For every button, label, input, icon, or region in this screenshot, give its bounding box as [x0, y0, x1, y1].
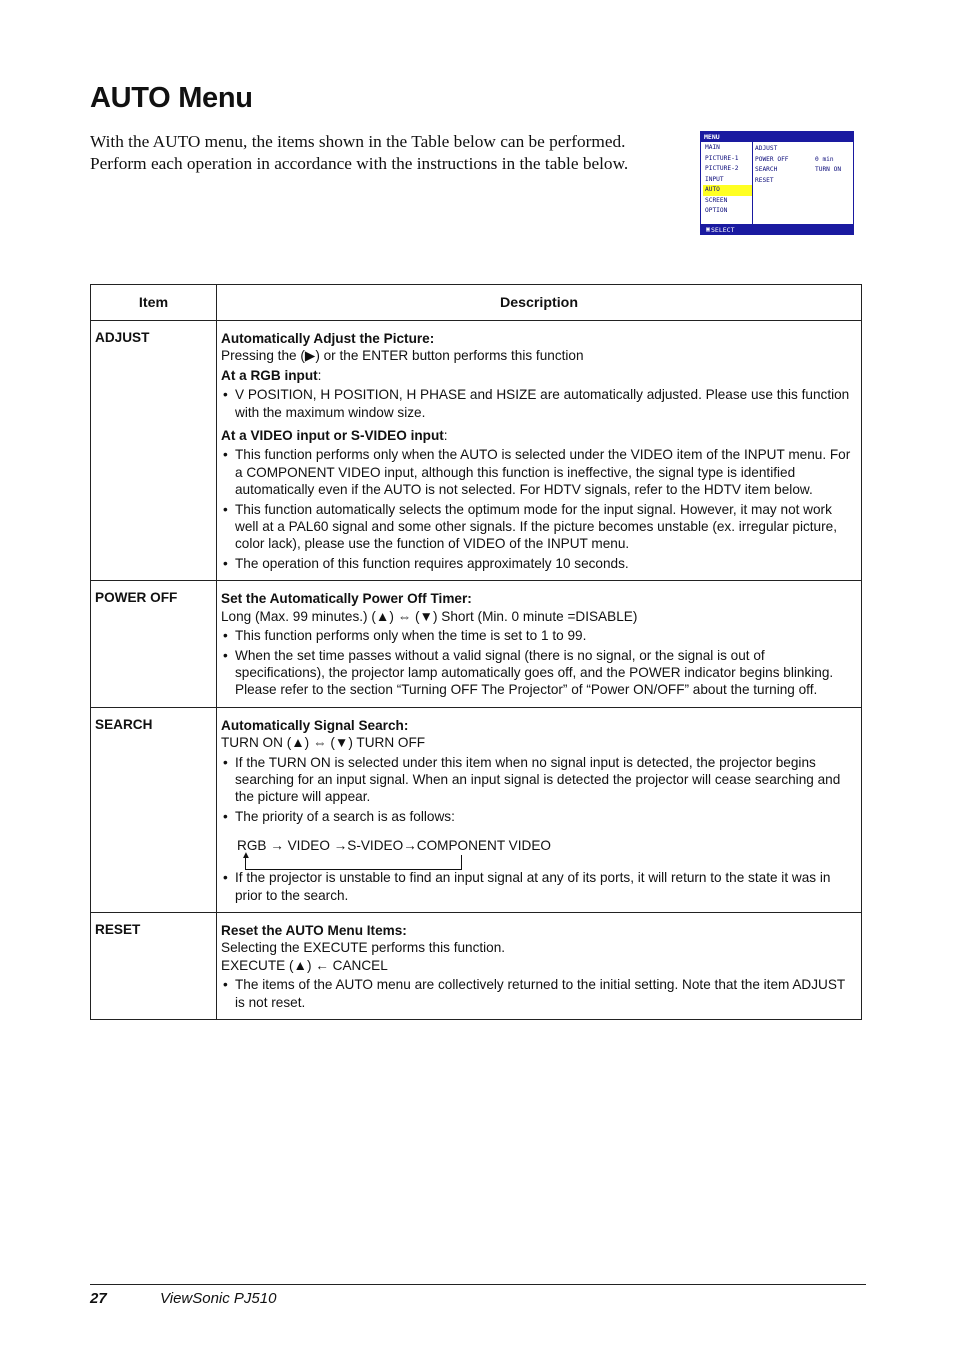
osd-sub-item [755, 155, 853, 166]
row-heading: Reset the AUTO Menu Items: [221, 922, 407, 938]
osd-menu-screenshot [700, 131, 854, 235]
list-item: • If the projector is unstable to find an input signal at any of its ports, it will return to the state it was in prior to the search. [221, 869, 855, 904]
osd-menu-item: PICTURE-1 [705, 154, 739, 162]
osd-menu-item: INPUT [705, 175, 724, 183]
video-subheading-text: At a VIDEO input or S-VIDEO input [221, 428, 444, 444]
item-reset: RESET [91, 912, 217, 1019]
osd-footer-text: SELECT [711, 226, 735, 234]
flow-text: RGB → VIDEO →S-VIDEO→COMPONENT VIDEO [237, 838, 551, 854]
osd-menu-item: PICTURE-2 [705, 165, 739, 172]
page-number: 27 [90, 1290, 107, 1307]
item-adjust: ADJUST [91, 321, 217, 581]
osd-main-menu [703, 143, 752, 217]
osd-sub-label: ADJUST [755, 145, 778, 152]
description-search [217, 707, 862, 912]
osd-sub-label: SEARCH [755, 166, 778, 173]
osd-menu-item: SCREEN [705, 196, 728, 204]
document-name: ViewSonic PJ510 [160, 1290, 277, 1307]
osd-sub-item [755, 176, 853, 187]
intro-line-2: Perform each operation in accordance with the instructions in the table below. [90, 154, 629, 173]
auto-menu-table [90, 284, 862, 1020]
row-heading: Automatically Adjust the Picture: [221, 331, 435, 346]
list-item: • V POSITION, H POSITION, H PHASE and HSIZE are automatically adjusted. Please use this function with the maximum window size. [221, 386, 855, 421]
rgb-subheading-text: At a RGB input [221, 367, 318, 383]
intro-line-1: With the AUTO menu, the items shown in the Table below can be performed. [90, 132, 626, 151]
table-row [91, 912, 862, 1019]
row-heading: Set the Automatically Power Off Timer: [221, 591, 472, 607]
page-title: AUTO Menu [90, 82, 253, 114]
osd-menu-item: OPTION [705, 207, 728, 214]
video-subheading: At a VIDEO input or S-VIDEO input: [221, 428, 448, 444]
osd-sub-label: RESET [755, 176, 774, 184]
row-line: TURN ON (▲) ⇔ (▼) TURN OFF [221, 735, 426, 751]
list-item: • This function automatically selects the optimum mode for the input signal. However, it may not work well at a PAL60 signal and some other signals. If the picture becomes unstable (ex. irregular picture, color lack), please use the function of VIDEO of the INPUT menu. [221, 501, 855, 553]
rgb-bullets [221, 386, 855, 421]
description-power-off [217, 581, 862, 707]
description-adjust [217, 321, 862, 581]
header-description: Description [217, 285, 862, 321]
list-item: • The operation of this function requires approximately 10 seconds. [221, 555, 855, 572]
osd-sub-item [755, 144, 853, 155]
table-header-row [91, 285, 862, 321]
item-search: SEARCH [91, 707, 217, 912]
osd-submenu [755, 144, 853, 186]
list-item: • This function performs only when the time is set to 1 to 99. [221, 627, 855, 644]
list-item: • When the set time passes without a valid signal (there is no signal, or the signal is out of specifications), the projector lamp automatically goes off, and the POWER indicator begins blinking. Please refer to the section “Turning OFF The Projector” of “Power ON/OFF” about the turning off. [221, 647, 855, 699]
power-off-bullets [221, 627, 855, 699]
item-power-off: POWER OFF [91, 581, 217, 707]
table-row [91, 707, 862, 912]
osd-header-label: MENU [704, 133, 720, 141]
osd-sub-value: TURN ON [815, 166, 842, 173]
list-item: • The priority of a search is as follows: [221, 808, 855, 825]
list-item: • This function performs only when the AUTO is selected under the VIDEO item of the INPUT menu. For a COMPONENT VIDEO input, although this function is ineffective, the signal type is identified automatically even if the AUTO is not selected. For HDTV signals, refer to the HDTV item below. [221, 446, 855, 498]
reset-bullets [221, 976, 855, 1011]
search-priority-flow [221, 827, 855, 867]
osd-menu-item: MAIN [705, 144, 720, 151]
description-reset [217, 912, 862, 1019]
osd-footer-bar [701, 224, 853, 234]
osd-divider [752, 142, 753, 224]
header-item: Item [91, 285, 217, 321]
row-line: Long (Max. 99 minutes.) (▲) ⇔ (▼) Short (Min. 0 minute =DISABLE) [221, 608, 638, 624]
osd-footer-label: ▣ SELECT [706, 225, 735, 234]
table-row [91, 581, 862, 707]
row-line: Selecting the EXECUTE performs this function. [221, 940, 506, 956]
osd-sub-value: 0 min [815, 155, 834, 163]
list-item: • The items of the AUTO menu are collectively returned to the initial setting. Note that the item ADJUST is not reset. [221, 976, 855, 1011]
video-bullets [221, 446, 855, 572]
up-arrow-icon: ▲ [241, 850, 251, 862]
osd-sub-item [755, 165, 853, 176]
osd-header-bar [701, 132, 853, 142]
row-line: EXECUTE (▲) ← CANCEL [221, 957, 388, 973]
search-bullets-after [221, 869, 855, 904]
table-row [91, 321, 862, 581]
footer-divider [90, 1284, 866, 1285]
row-heading: Automatically Signal Search: [221, 717, 409, 733]
search-bullets [221, 754, 855, 826]
osd-menu-item-selected: AUTO [703, 185, 752, 196]
intro-paragraph [90, 131, 700, 175]
rgb-subheading: At a RGB input: [221, 367, 322, 383]
list-item: • If the TURN ON is selected under this item when no signal input is detected, the projector begins searching for an input signal. When an input signal is detected the projector will cease searching and the picture will appear. [221, 754, 855, 806]
flow-loop-line [461, 855, 462, 870]
row-line: Pressing the (▶) or the ENTER button performs this function [221, 348, 584, 364]
osd-sub-label: POWER OFF [755, 155, 789, 163]
